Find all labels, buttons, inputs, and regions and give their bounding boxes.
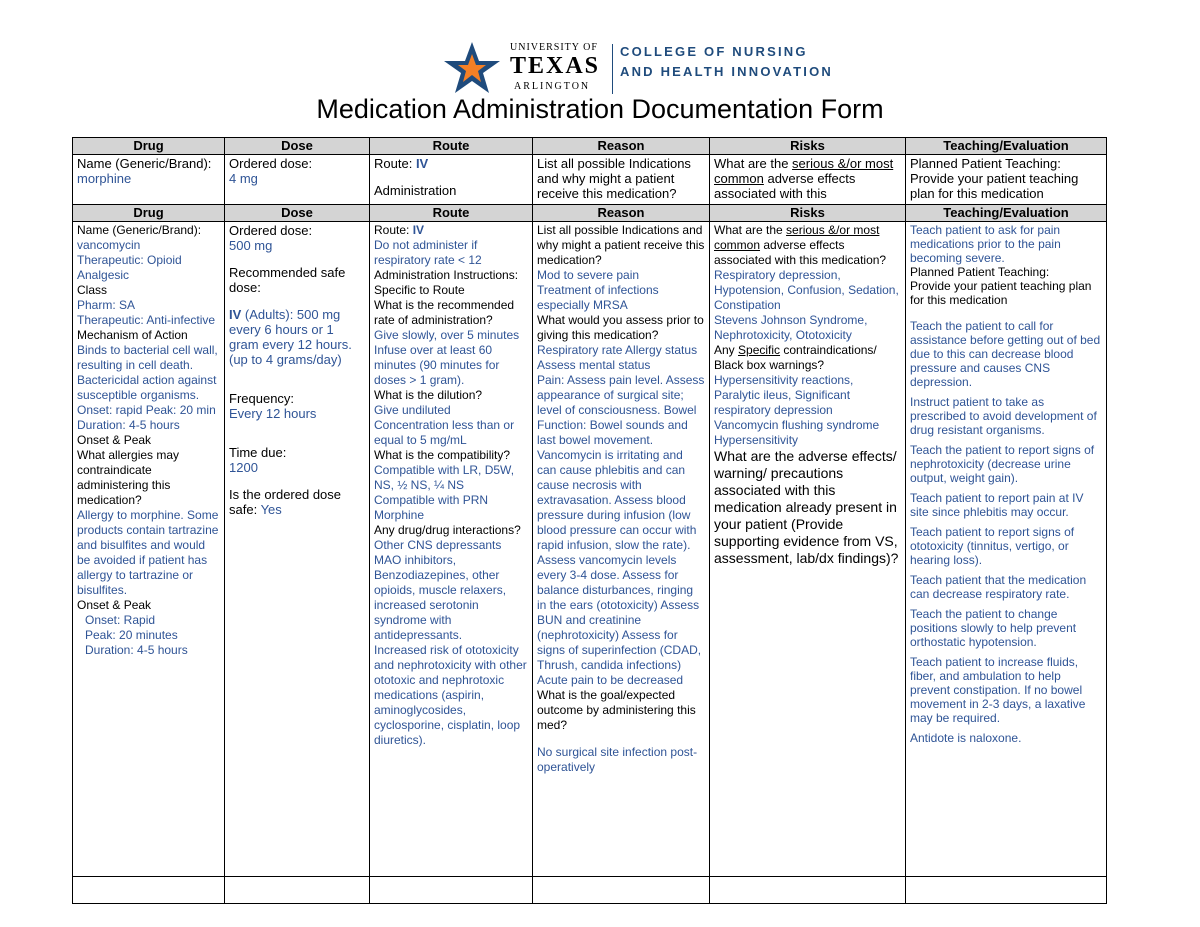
reason-cell[interactable] <box>533 155 710 208</box>
cns-depressants-overlay: Other CNS depressants <box>374 538 502 552</box>
form-header <box>0 0 1200 130</box>
patient-adverse-prompt: What are the adverse effects/ warning/ precautions associated with this medication already present in your patient (Provide supporting evidence from VS, assessment, lab/dx findings)? <box>714 448 899 566</box>
route-value: IV <box>412 223 425 237</box>
table-header-row <box>73 138 1107 155</box>
page-title: Medication Administration Documentation Form <box>316 94 884 124</box>
teaching-item-8: Teach patient to increase fluids, fiber, and ambulation to help prevent constipation. If no bowel movement in 2-3 days, a laxative may be required. <box>910 655 1086 725</box>
teaching-overlay-top: Teach patient to ask for pain medications prior to the pain becoming severe. <box>910 223 1061 265</box>
route-cell[interactable] <box>370 222 533 877</box>
ordered-dose-label: Ordered dose: <box>229 223 313 238</box>
table-row-empty <box>73 877 1107 904</box>
frequency-value: Every 12 hours <box>229 406 317 421</box>
assess-prompt: What would you assess prior to giving this medication? <box>537 313 704 342</box>
medication-table-vancomycin <box>72 204 1107 904</box>
respiratory-warning-overlay: Do not administer if respiratory rate < 12 <box>374 238 482 267</box>
allergy-prompt: What allergies may contraindicate administering this medication? <box>77 448 180 507</box>
col-reason: Reason <box>533 205 710 222</box>
table-row <box>73 222 1107 877</box>
ordered-dose-value: 4 mg <box>229 171 258 186</box>
route-label: Route: <box>374 156 413 171</box>
drug-name-label: Name (Generic/Brand): <box>77 223 202 237</box>
frequency-label: Frequency: <box>229 391 295 406</box>
compatibility-prn-overlay: Compatible with PRN Morphine <box>374 493 489 522</box>
drug-name-label: Name (Generic/Brand): <box>77 156 212 171</box>
route-label: Route: <box>374 223 410 237</box>
col-teaching: Teaching/Evaluation <box>906 138 1107 155</box>
logo-university-of: UNIVERSITY OF <box>510 42 598 53</box>
table-header-row <box>73 205 1107 222</box>
risks-prompt <box>714 156 901 201</box>
col-dose: Dose <box>225 205 370 222</box>
goal-overlay: Acute pain to be decreased <box>537 673 684 687</box>
col-dose: Dose <box>225 138 370 155</box>
recommended-route: IV <box>229 307 242 322</box>
risks-cell[interactable] <box>710 222 906 877</box>
ordered-dose-label: Ordered dose: <box>229 156 313 171</box>
empty-dose-cell[interactable] <box>225 877 370 904</box>
medication-table-morphine <box>72 137 1107 208</box>
indications-prompt: List all possible Indications and why might a patient receive this medication? <box>537 156 691 201</box>
allergy-value: Allergy to morphine. Some products contain tartrazine and bisulfites and would be avoided if patient has allergy to tartrazine or bisulfites. <box>77 508 219 597</box>
teaching-item-7: Teach the patient to change positions slowly to help prevent orthostatic hypotension. <box>910 607 1077 649</box>
dilution-value-2: Concentration less than or equal to 5 mg/mL <box>374 418 515 447</box>
assess-list: Pain: Assess pain level. Assess appearance of surgical site; level of consciousness. Bowel Function: Bowel sounds and last bowel movement. Vancomycin is irritating and can cause phlebitis and can cause necrosis with extravasation. Assess blood pressure during infusion (low blood pressure can occur with rapid infusion, slow the rate). Assess vancomycin levels every 3-4 dose. Assess for balance disturbances, ringing in the ears (ototoxicity) Assess BUN and creatinine (nephrotoxicity) Assess for signs of superinfection (CDAD, Thrush, candida infections) <box>537 373 705 672</box>
indication-1: Mod to severe pain <box>537 268 640 282</box>
ordered-dose-value: 500 mg <box>229 238 273 253</box>
reason-cell[interactable] <box>533 222 710 877</box>
teaching-item-4: Teach patient to report pain at IV site since phlebitis may occur. <box>910 491 1084 519</box>
onset-value: Onset: Rapid <box>85 613 156 627</box>
drug-moa-value: Binds to bacterial cell wall, resulting in cell death. Bactericidal action against susceptible organisms. <box>77 343 218 402</box>
goal-value: No surgical site infection post-operatively <box>537 745 698 774</box>
rate-value-2: Infuse over at least 60 minutes (90 minutes for doses > 1 gram). <box>374 343 500 387</box>
dose-safe-label: Is the ordered dose safe: <box>229 487 342 517</box>
cont-prompt-u: Specific <box>738 343 781 357</box>
dose-safe-value: Yes <box>260 502 282 517</box>
route-cell[interactable] <box>370 155 533 208</box>
indications-prompt: List all possible Indications and why might a patient receive this medication? <box>537 223 705 267</box>
risks-prompt-a: What are the <box>714 156 793 171</box>
route-value: IV <box>415 156 429 171</box>
teaching-item-3: Teach the patient to report signs of nephrotoxicity (decrease urine output, weight gain). <box>910 443 1095 485</box>
adverse-effects-value: Respiratory depression, Hypotension, Confusion, Sedation, Constipation <box>714 268 899 312</box>
drug-onset-label-1: Onset & Peak <box>77 433 152 447</box>
compatibility-prompt: What is the compatibility? <box>374 448 511 462</box>
col-reason: Reason <box>533 138 710 155</box>
teaching-cell[interactable] <box>906 155 1107 208</box>
drug-class-label: Class <box>77 283 108 297</box>
drug-cell[interactable] <box>73 222 225 877</box>
ut-star-logo-icon <box>440 40 504 96</box>
admin-instructions-label: Administration Instructions: Specific to Route <box>374 268 519 297</box>
compatibility-value: Compatible with LR, D5W, NS, ½ NS, ¼ NS <box>374 463 515 492</box>
risks-prompt-b: adverse effects associated with this medication? <box>714 238 887 267</box>
ototoxic-interactions-value: Increased risk of ototoxicity and nephrotoxicity with other ototoxic and nephrotoxic medications (aspirin, aminoglycosides, cyclosporine, cisplatin, loop diuretics). <box>374 643 527 747</box>
drug-cell[interactable] <box>73 155 225 208</box>
teaching-item-1: Teach the patient to call for assistance before getting out of bed due to this can decrease blood pressure and causes CNS depression. <box>910 319 1101 389</box>
drug-interactions-prompt: Any drug/drug interactions? <box>374 523 521 537</box>
teaching-prompt-2: Provide your patient teaching plan for this medication <box>910 171 1079 201</box>
table-row <box>73 155 1107 208</box>
risks-prompt-u: serious &/or most common <box>714 223 880 252</box>
contraindications-prompt <box>714 343 901 373</box>
admin-label: Administration <box>374 183 457 198</box>
drug-moa-label: Mechanism of Action <box>77 328 188 342</box>
col-route: Route <box>370 205 533 222</box>
cont-prompt-a: Any <box>714 343 739 357</box>
teaching-prompt-1: Planned Patient Teaching: <box>910 265 1050 279</box>
teaching-prompt-2: Provide your patient teaching plan for this medication <box>910 279 1092 307</box>
empty-route-cell[interactable] <box>370 877 533 904</box>
drug-name-value: vancomycin <box>77 238 141 252</box>
assess-value: Respiratory rate Allergy status Assess mental status <box>537 343 698 372</box>
risks-prompt-u: serious &/or most common <box>714 156 894 186</box>
rate-value: Give slowly, over 5 minutes <box>374 328 520 342</box>
rate-prompt: What is the recommended rate of administration? <box>374 298 515 327</box>
logo-texas: TEXAS <box>510 53 601 79</box>
col-route: Route <box>370 138 533 155</box>
logo-divider <box>612 44 613 94</box>
cont-prompt-b: contraindications/ Black box warnings? <box>714 343 877 372</box>
contraindications-value-3: Hypersensitivity <box>714 433 799 447</box>
risks-prompt-a: What are the <box>714 223 787 237</box>
dose-cell[interactable] <box>225 155 370 208</box>
duration-value: Duration: 4-5 hours <box>85 643 188 657</box>
peak-value: Peak: 20 minutes <box>85 628 178 642</box>
time-due-label: Time due: <box>229 445 287 460</box>
teaching-item-6: Teach patient that the medication can decrease respiratory rate. <box>910 573 1087 601</box>
teaching-cell[interactable] <box>906 222 1107 877</box>
drug-name-value: morphine <box>77 171 132 186</box>
recommended-dose-label: Recommended safe dose: <box>229 265 346 295</box>
drug-onset-label-2: Onset & Peak <box>77 598 152 612</box>
drug-onset-overlay: Onset: rapid Peak: 20 min Duration: 4-5 hours <box>77 403 216 432</box>
risks-prompt-b: adverse effects associated with this <box>714 171 856 201</box>
empty-drug-cell[interactable] <box>73 877 225 904</box>
contraindications-value: Hypersensitivity reactions, Paralytic ileus, Significant respiratory depression <box>714 373 854 417</box>
college-name-line1: COLLEGE OF NURSING <box>620 44 808 59</box>
empty-reason-cell[interactable] <box>533 877 710 904</box>
antidote-value: Antidote is naloxone. <box>910 731 1022 745</box>
teaching-item-5: Teach patient to report signs of ototoxicity (tinnitus, vertigo, or hearing loss). <box>910 525 1075 567</box>
empty-risks-cell[interactable] <box>710 877 906 904</box>
col-drug: Drug <box>73 138 225 155</box>
drug-pharm-overlay: Pharm: SA <box>77 298 136 312</box>
adverse-effects-value-2: Stevens Johnson Syndrome, Nephrotoxicity, Ototoxicity <box>714 313 868 342</box>
logo-arlington: ARLINGTON <box>514 81 591 92</box>
risks-prompt <box>714 223 901 268</box>
risks-cell[interactable] <box>710 155 906 208</box>
recommended-dose-value: (Adults): 500 mg every 6 hours or 1 gram every 12 hours. (up to 4 grams/day) <box>229 307 352 367</box>
teaching-item-2: Instruct patient to take as prescribed to avoid development of drug resistant organisms. <box>910 395 1097 437</box>
contraindications-value-2: Vancomycin flushing syndrome <box>714 418 880 432</box>
time-due-value: 1200 <box>229 460 258 475</box>
dose-cell[interactable] <box>225 222 370 877</box>
col-risks: Risks <box>710 205 906 222</box>
drug-class-overlay: Therapeutic: Opioid Analgesic <box>77 253 182 282</box>
college-name-line2: AND HEALTH INNOVATION <box>620 64 834 79</box>
dilution-prompt: What is the dilution? <box>374 388 483 402</box>
col-drug: Drug <box>73 205 225 222</box>
empty-teaching-cell[interactable] <box>906 877 1107 904</box>
col-teaching: Teaching/Evaluation <box>906 205 1107 222</box>
dilution-value: Give undiluted <box>374 403 451 417</box>
teaching-prompt-1: Planned Patient Teaching: <box>910 156 1061 171</box>
col-risks: Risks <box>710 138 906 155</box>
goal-prompt: What is the goal/expected outcome by administering this med? <box>537 688 696 732</box>
indication-2: Treatment of infections especially MRSA <box>537 283 659 312</box>
drug-interactions-value: MAO inhibitors, Benzodiazepines, other opioids, muscle relaxers, increased serotonin syndrome with antidepressants. <box>374 553 507 642</box>
drug-class-value: Therapeutic: Anti-infective <box>77 313 216 327</box>
